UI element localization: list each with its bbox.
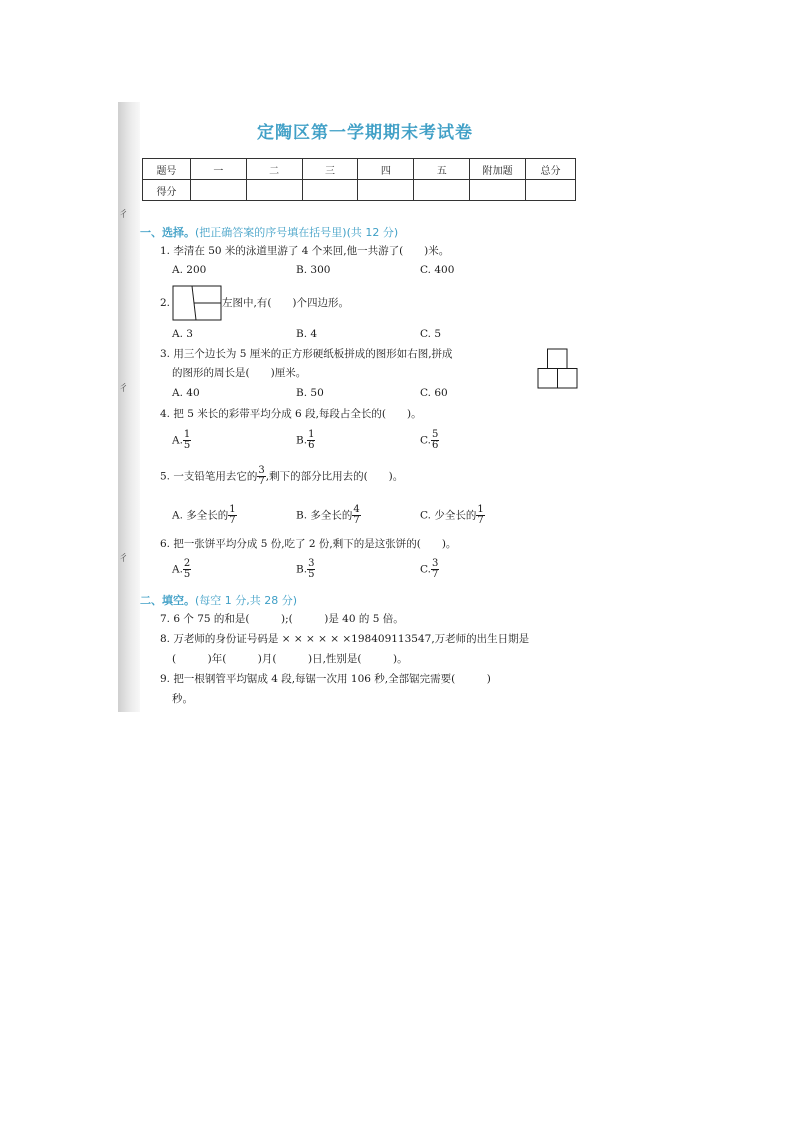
q8-line2: ( )年( )月( )日,性别是( )。 [172, 653, 408, 665]
fraction-denominator: 7 [229, 515, 236, 526]
q6-option-b [296, 559, 315, 580]
q9-line1: 9. 把一根钢管平均锯成 4 段,每锯一次用 106 秒,全部锯完需要( ) [160, 673, 491, 685]
header-cell: 三 [302, 159, 358, 180]
fraction-denominator: 5 [308, 569, 315, 580]
fraction [257, 466, 265, 487]
score-cell [190, 180, 246, 201]
q4-option-b [296, 430, 315, 451]
option-label: B. [296, 563, 308, 576]
q6-option-a [172, 559, 191, 580]
option-label: C. [420, 563, 431, 576]
fraction [431, 430, 439, 451]
q1-option-c: C. 400 [420, 264, 455, 276]
header-cell: 总分 [526, 159, 576, 180]
fraction-numerator: 1 [229, 504, 236, 515]
option-label: B. 多全长的 [296, 509, 353, 522]
score-cell [470, 180, 526, 201]
score-cell [302, 180, 358, 201]
q6-text: 6. 把一张饼平均分成 5 份,吃了 2 份,剩下的是这张饼的( )。 [160, 538, 457, 550]
q3-option-a: A. 40 [172, 387, 200, 399]
fraction-numerator: 5 [432, 429, 439, 440]
q3-squares-figure [537, 348, 579, 390]
header-cell: 一 [190, 159, 246, 180]
fraction-denominator: 7 [432, 569, 439, 580]
q3-option-b: B. 50 [296, 387, 324, 399]
q2-quadrilateral-figure [172, 285, 222, 321]
section2-title: 二、填空。 [140, 594, 195, 607]
score-table [142, 158, 576, 201]
fraction-numerator: 3 [308, 558, 315, 569]
option-label: A. 多全长的 [172, 509, 229, 522]
fraction-denominator: 6 [432, 440, 439, 451]
margin-mark: 彳 [119, 210, 129, 220]
margin-mark: 彳 [119, 554, 129, 564]
q2-number: 2. [160, 297, 171, 309]
fraction [183, 559, 191, 580]
header-cell: 二 [246, 159, 302, 180]
q3-line2: 的图形的周长是( )厘米。 [172, 367, 307, 379]
fraction-denominator: 7 [258, 476, 265, 487]
q1-option-a: A. 200 [172, 264, 207, 276]
header-cell: 四 [358, 159, 414, 180]
option-label: A. [172, 434, 183, 447]
row-label: 得分 [143, 180, 191, 201]
fraction [431, 559, 439, 580]
section2-note: (每空 1 分,共 28 分) [195, 594, 298, 607]
exam-title: 定陶区第一学期期末考试卷 [257, 123, 473, 143]
option-label: C. [420, 434, 431, 447]
q2-text: 左图中,有( )个四边形。 [222, 297, 350, 309]
fraction-denominator: 7 [353, 515, 360, 526]
score-table-score-row [143, 180, 576, 201]
header-cell: 题号 [143, 159, 191, 180]
q8-line1: 8. 万老师的身份证号码是 × × × × × ×198409113547,万老师的出生日期是 [160, 633, 530, 645]
q1-text: 1. 李清在 50 米的泳道里游了 4 个来回,他一共游了( )米。 [160, 245, 450, 257]
q1-option-b: B. 300 [296, 264, 331, 276]
fraction [307, 559, 315, 580]
q7-text: 7. 6 个 75 的和是( );( )是 40 的 5 倍。 [160, 613, 404, 625]
q4-option-c [420, 430, 439, 451]
option-label: A. [172, 563, 183, 576]
fraction-denominator: 5 [183, 569, 191, 580]
q5-option-c [420, 505, 485, 526]
fraction-numerator: 1 [308, 429, 315, 440]
fraction-numerator: 1 [477, 504, 484, 515]
q4-option-a [172, 430, 191, 451]
score-cell [246, 180, 302, 201]
score-cell [414, 180, 470, 201]
header-cell: 五 [414, 159, 470, 180]
scan-binding-shadow [118, 102, 140, 712]
fraction-numerator: 3 [432, 558, 439, 569]
section1-title: 一、选择。 [140, 226, 195, 239]
q3-line1: 3. 用三个边长为 5 厘米的正方形硬纸板拼成的图形如右图,拼成 [160, 348, 453, 360]
fraction [352, 505, 360, 526]
q5-text-pre: 5. 一支铅笔用去它的 [160, 470, 258, 483]
q5-text-post: ,剩下的部分比用去的( )。 [265, 470, 404, 483]
fraction-numerator: 4 [353, 504, 360, 515]
q2-option-b: B. 4 [296, 328, 318, 340]
q5-option-a [172, 505, 237, 526]
q9-line2: 秒。 [172, 693, 193, 705]
fraction-denominator: 5 [183, 440, 191, 451]
fraction-numerator: 2 [183, 558, 191, 569]
q6-option-c [420, 559, 439, 580]
q5-text [160, 466, 403, 487]
section2-heading [140, 592, 297, 608]
section1-note: (把正确答案的序号填在括号里)(共 12 分) [195, 226, 399, 239]
score-cell [526, 180, 576, 201]
fraction [476, 505, 484, 526]
q3-option-c: C. 60 [420, 387, 448, 399]
option-label: B. [296, 434, 308, 447]
q4-text: 4. 把 5 米长的彩带平均分成 6 段,每段占全长的( )。 [160, 408, 422, 420]
q2-option-a: A. 3 [172, 328, 193, 340]
q2-option-c: C. 5 [420, 328, 442, 340]
fraction [228, 505, 236, 526]
q5-option-b [296, 505, 361, 526]
margin-mark: 彳 [119, 384, 129, 394]
fraction [307, 430, 315, 451]
option-label: C. 少全长的 [420, 509, 477, 522]
fraction-denominator: 6 [308, 440, 315, 451]
fraction-numerator: 3 [258, 465, 265, 476]
score-table-header-row [143, 159, 576, 180]
fraction [183, 430, 191, 451]
fraction-denominator: 7 [477, 515, 484, 526]
section1-heading [140, 224, 398, 240]
header-cell: 附加题 [470, 159, 526, 180]
fraction-numerator: 1 [183, 429, 191, 440]
score-cell [358, 180, 414, 201]
